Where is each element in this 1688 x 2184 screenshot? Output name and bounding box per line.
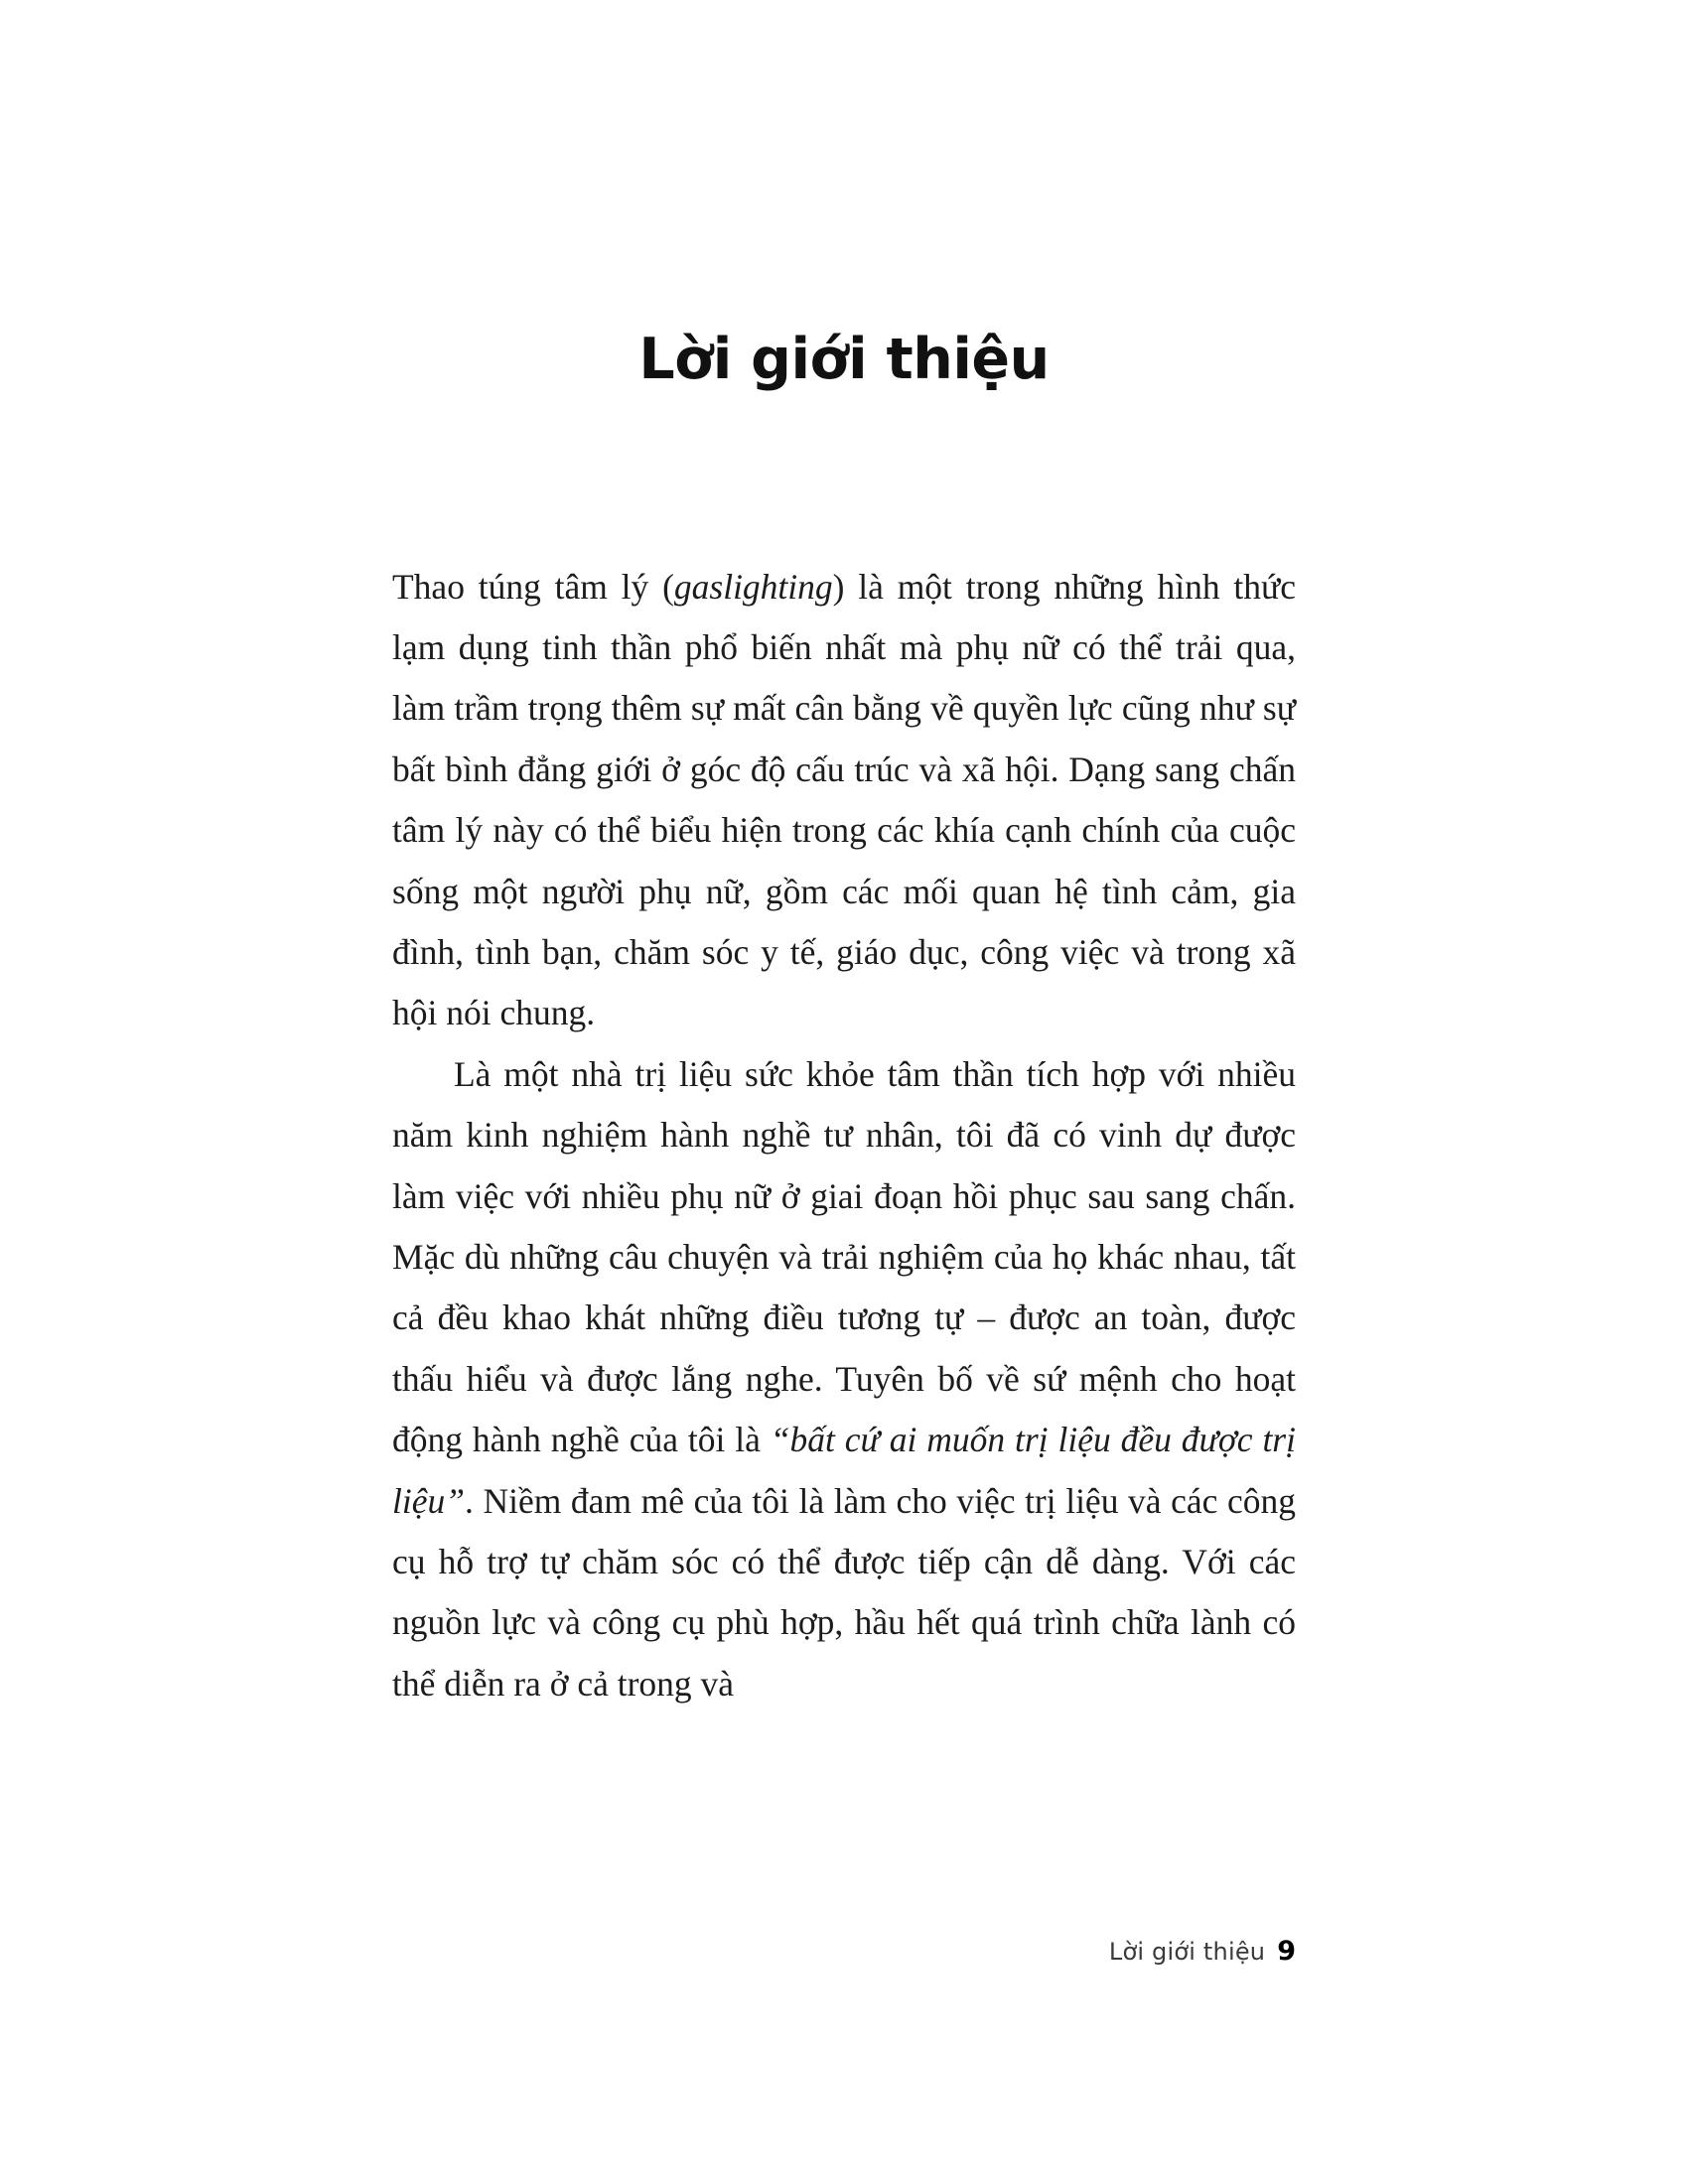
page-footer bbox=[392, 1936, 1296, 1967]
text-run: Thao túng tâm lý ( bbox=[392, 566, 674, 607]
page-number: 9 bbox=[1277, 1936, 1296, 1967]
text-run: . Niềm đam mê của tôi là làm cho việc trị liệu và các công cụ hỗ trợ tự chăm sóc có thể được tiếp cận dễ dàng. Với các nguồn lực và công cụ phù hợp, hầu hết quá trình chữa lành có thể diễn ra ở cả trong và bbox=[392, 1480, 1296, 1704]
body-text bbox=[392, 557, 1296, 1715]
emphasis-text: “bất cứ ai muốn trị liệu đều được trị liệu” bbox=[392, 1420, 1296, 1521]
paragraph-1 bbox=[392, 557, 1296, 1044]
text-run: Là một nhà trị liệu sức khỏe tâm thần tích hợp với nhiều năm kinh nghiệm hành nghề tư nhân, tôi đã có vinh dự được làm việc với nhiều phụ nữ ở giai đoạn hồi phục sau sang chấn. Mặc dù những câu chuyện và trải nghiệm của họ khác nhau, tất cả đều khao khát những điều tương tự – được an toàn, được thấu hiểu và được lắng nghe. Tuyên bố về sứ mệnh cho hoạt động hành nghề của tôi là bbox=[392, 1053, 1296, 1460]
emphasis-text: gaslighting bbox=[673, 566, 833, 607]
page-title: Lời giới thiệu bbox=[638, 327, 1050, 392]
page-content bbox=[392, 0, 1296, 1714]
text-run: ) là một trong những hình thức lạm dụng tinh thần phổ biến nhất mà phụ nữ có thể trải qua, làm trầm trọng thêm sự mất cân bằng về quyền lực cũng như sự bất bình đẳng giới ở góc độ cấu trúc và xã hội. Dạng sang chấn tâm lý này có thể biểu hiện trong các khía cạnh chính của cuộc sống một người phụ nữ, gồm các mối quan hệ tình cảm, gia đình, tình bạn, chăm sóc y tế, giáo dục, công việc và trong xã hội nói chung. bbox=[392, 566, 1296, 1033]
paragraph-2 bbox=[392, 1044, 1296, 1714]
footer-label: Lời giới thiệu bbox=[1108, 1938, 1266, 1966]
